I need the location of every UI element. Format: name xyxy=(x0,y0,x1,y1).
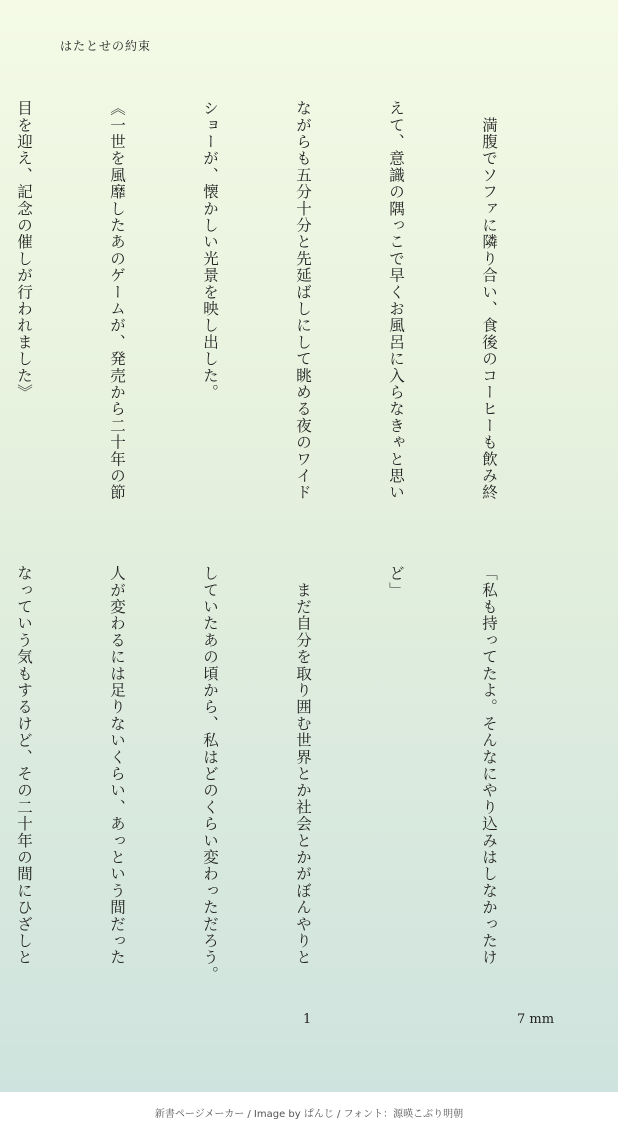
text-block-bottom xyxy=(15,565,566,985)
text-line: していたあの頃から、私はどのくらい変わっただろう。 xyxy=(201,565,219,983)
text-line: 目を迎え、記念の催しが行われました》 xyxy=(15,100,33,401)
text-line: 《一世を風靡したあのゲームが、発売から二十年の節 xyxy=(108,100,126,501)
text-line: ながらも五分十分と先延ばしにして眺める夜のワイド xyxy=(294,100,312,501)
text-line: 「私も持ってたよ。そんなにやり込みはしなかったけ xyxy=(480,565,498,966)
text-block-top xyxy=(15,100,566,520)
footer-credit: 新書ページメーカー / Image by ぱんじ / フォント：源暎こぶり明朝 xyxy=(0,1092,618,1132)
text-line: ショーが、懐かしい光景を映し出した。 xyxy=(201,100,219,401)
text-line: まだ自分を取り囲む世界とか社会とかがぼんやりと xyxy=(294,565,312,966)
page-title: はたとせの約束 xyxy=(60,39,152,53)
text-line: えて、意識の隅っこで早くお風呂に入らなきゃと思い xyxy=(387,100,405,501)
scale-label: 7 mm xyxy=(517,1012,555,1027)
text-line: 人が変わるには足りないくらい、あっという間だった xyxy=(108,565,126,966)
text-line: なっていう気もするけど、その二十年の間にひざしと xyxy=(15,565,33,966)
text-line: 満腹でソファに隣り合い、食後のコーヒーも飲み終 xyxy=(480,100,498,501)
page-number: 1 xyxy=(303,1012,312,1027)
text-line: ど」 xyxy=(387,565,405,599)
